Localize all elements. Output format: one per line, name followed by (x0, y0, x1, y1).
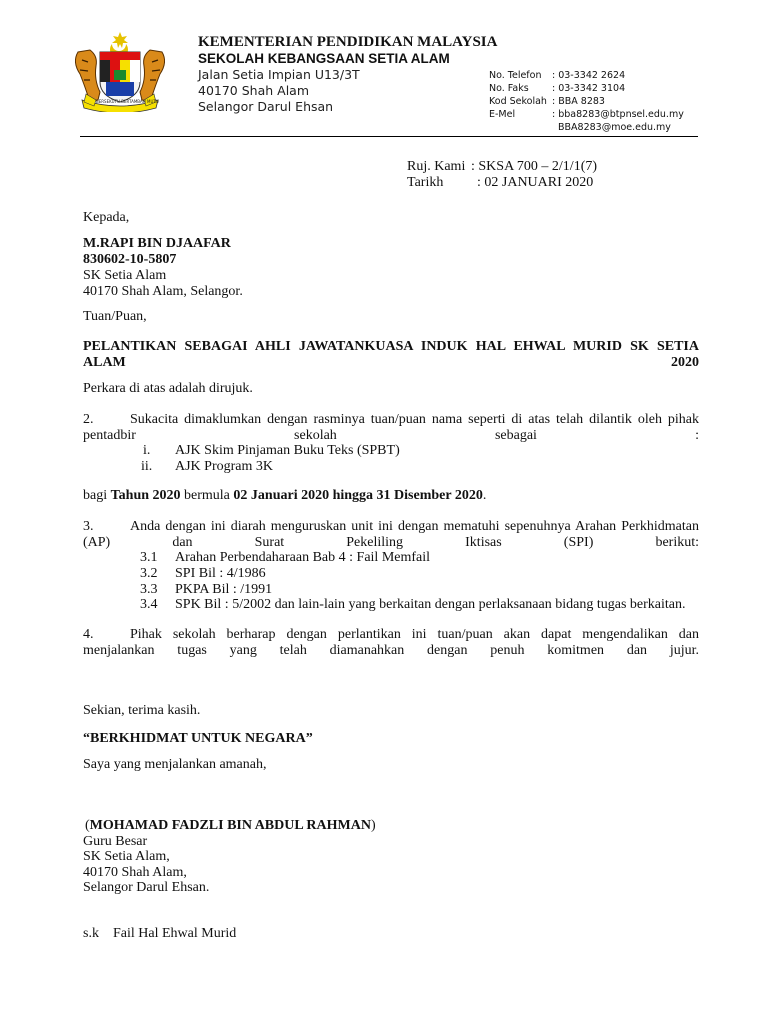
item-3-3-text: PKPA Bil : /1991 (175, 582, 273, 597)
item-3-3-number: 3.3 (140, 582, 158, 597)
recipient-ic: 830602-10-5807 (83, 252, 177, 267)
signatory-title: Guru Besar (83, 834, 148, 849)
para-4-number: 4. (83, 627, 94, 642)
email-label: E-Mel (489, 109, 516, 120)
para-3-number: 3. (83, 519, 94, 534)
item-i-text: AJK Skim Pinjaman Buku Teks (SPBT) (175, 443, 400, 458)
signatory-line-2: 40170 Shah Alam, (83, 865, 187, 880)
subject-heading: PELANTIKAN SEBAGAI AHLI JAWATANKUASA INDUK HAL EHWAL MURID SK SETIA ALAM 2020 (83, 339, 699, 370)
signatory-name: (MOHAMAD FADZLI BIN ABDUL RAHMAN) (85, 818, 376, 833)
address-line-2: 40170 Shah Alam (198, 83, 310, 98)
email-value-2: BBA8283@moe.edu.my (558, 122, 671, 133)
item-3-2-text: SPI Bil : 4/1986 (175, 566, 266, 581)
para-4-text: Pihak sekolah berharap dengan perlantikan ini tuan/puan akan dapat mengendalikan dan menjalankan tugas yang telah diamanahkan dengan penuh komitmen dan jujur. (83, 627, 699, 658)
para-2-text: Sukacita dimaklumkan dengan rasminya tuan/puan nama seperti di atas telah dilantik oleh pihak pentadbir sekolah sebagai : (83, 412, 699, 443)
fax-label: No. Faks (489, 83, 529, 94)
address-line-1: Jalan Setia Impian U13/3T (198, 67, 360, 82)
intro-text: Perkara di atas adalah dirujuk. (83, 381, 253, 396)
item-3-1-text: Arahan Perbendaharaan Bab 4 : Fail Memfail (175, 550, 431, 565)
recipient-line-1: SK Setia Alam (83, 268, 167, 283)
amanah-text: Saya yang menjalankan amanah, (83, 757, 267, 772)
para-3-text: Anda dengan ini diarah menguruskan unit ini dengan mematuhi sepenuhnya Arahan Perkhidmatan (AP) dan Surat Pekeliling Iktisas (SPI) berikut: (83, 519, 699, 550)
item-ii-text: AJK Program 3K (175, 459, 273, 474)
kepada-label: Kepada, (83, 210, 130, 225)
item-i-number: i. (143, 443, 151, 458)
fax-value: : 03-3342 3104 (552, 83, 626, 94)
recipient-name: M.RAPI BIN DJAAFAR (83, 236, 231, 251)
school-code-label: Kod Sekolah (489, 96, 547, 107)
phone-label: No. Telefon (489, 70, 542, 81)
para-2-number: 2. (83, 412, 94, 427)
crest-ribbon-text: BERSEKUTU BERTAMBAH MUTU (96, 99, 159, 104)
period-line: bagi Tahun 2020 bermula 02 Januari 2020 hingga 31 Disember 2020. (83, 488, 487, 503)
address-line-3: Selangor Darul Ehsan (198, 99, 334, 114)
item-3-2-number: 3.2 (140, 566, 158, 581)
cc-label: s.k (83, 926, 99, 941)
closing-text: Sekian, terima kasih. (83, 703, 201, 718)
ref-value: : SKSA 700 – 2/1/1(7) (471, 159, 598, 174)
phone-value: : 03-3342 2624 (552, 70, 626, 81)
ref-label: Ruj. Kami (407, 159, 466, 174)
school-code-value: : BBA 8283 (552, 96, 605, 107)
item-3-4-number: 3.4 (140, 597, 158, 612)
item-3-4-text: SPK Bil : 5/2002 dan lain-lain yang berkaitan dengan perlaksanaan bidang tugas berkaitan. (175, 597, 686, 612)
signatory-line-1: SK Setia Alam, (83, 849, 170, 864)
date-value: : 02 JANUARI 2020 (477, 175, 594, 190)
item-ii-number: ii. (141, 459, 153, 474)
recipient-line-2: 40170 Shah Alam, Selangor. (83, 284, 243, 299)
item-3-1-number: 3.1 (140, 550, 158, 565)
letterhead-divider (80, 136, 698, 137)
email-value: : bba8283@btpnsel.edu.my (552, 109, 684, 120)
date-label: Tarikh (407, 175, 444, 190)
salutation: Tuan/Puan, (83, 309, 147, 324)
ministry-title: KEMENTERIAN PENDIDIKAN MALAYSIA (198, 34, 498, 50)
cc-text: Fail Hal Ehwal Murid (113, 926, 237, 941)
motto: “BERKHIDMAT UNTUK NEGARA” (83, 731, 313, 746)
signatory-line-3: Selangor Darul Ehsan. (83, 880, 210, 895)
school-title: SEKOLAH KEBANGSAAN SETIA ALAM (198, 51, 450, 66)
